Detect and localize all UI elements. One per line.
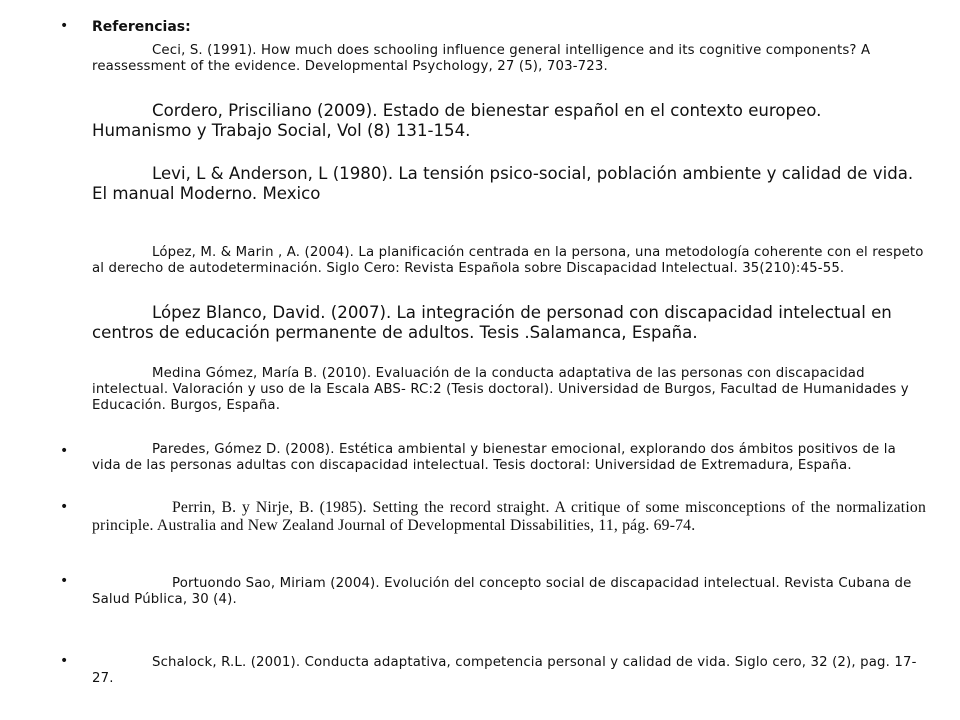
reference-schalock: Schalock, R.L. (2001). Conducta adaptativa, competencia personal y calidad de vida. Siglo cero, 32 (2), pag. 17-27. — [92, 655, 917, 686]
reference-paredes: Paredes, Gómez D. (2008). Estética ambiental y bienestar emocional, explorando dos ámbitos positivos de la vida de las personas adultas con discapacidad intelectual. Tesis doctoral: Universidad de Extremadura, España. — [92, 442, 896, 473]
reference-perrin: Perrin, B. y Nirje, B. (1985). Setting the record straight. A critique of some misconceptions of the normalization principle. Australia and New Zealand Journal of Developmental Dissabilities, 11, pág. 69-74. — [92, 499, 926, 534]
bullet-marker: • — [60, 573, 69, 589]
reference-portuondo: Portuondo Sao, Miriam (2004). Evolución del concepto social de discapacidad intelectual. Revista Cubana de Salud Pública, 30 (4). — [92, 576, 912, 607]
references-heading: Referencias: — [92, 19, 191, 35]
reference-ceci: Ceci, S. (1991). How much does schooling influence general intelligence and its cognitive components? A reassessment of the evidence. Developmental Psychology, 27 (5), 703-723. — [92, 43, 871, 74]
bullet-marker: • — [60, 499, 69, 515]
bullet-marker: • — [60, 18, 69, 34]
reference-lopez-marin: López, M. & Marin , A. (2004). La planificación centrada en la persona, una metodología coherente con el respeto al derecho de autodeterminación. Siglo Cero: Revista Española sobre Discapacidad Intelectual. 35(210):45-55. — [92, 245, 924, 276]
reference-medina: Medina Gómez, María B. (2010). Evaluación de la conducta adaptativa de las personas con discapacidad intelectual. Valoración y uso de la Escala ABS- RC:2 (Tesis doctoral). Universidad de Burgos, Facultad de Humanidades y Educación. Burgos, España. — [92, 366, 909, 413]
reference-lopez-blanco: López Blanco, David. (2007). La integración de personad con discapacidad intelectual en centros de educación permanente de adultos. Tesis .Salamanca, España. — [92, 303, 892, 342]
bullet-marker: • — [60, 443, 69, 459]
reference-cordero: Cordero, Prisciliano (2009). Estado de bienestar español en el contexto europeo. Humanismo y Trabajo Social, Vol (8) 131-154. — [92, 101, 822, 140]
bullet-marker: • — [60, 653, 69, 669]
reference-levi: Levi, L & Anderson, L (1980). La tensión psico-social, población ambiente y calidad de vida. El manual Moderno. Mexico — [92, 164, 914, 203]
